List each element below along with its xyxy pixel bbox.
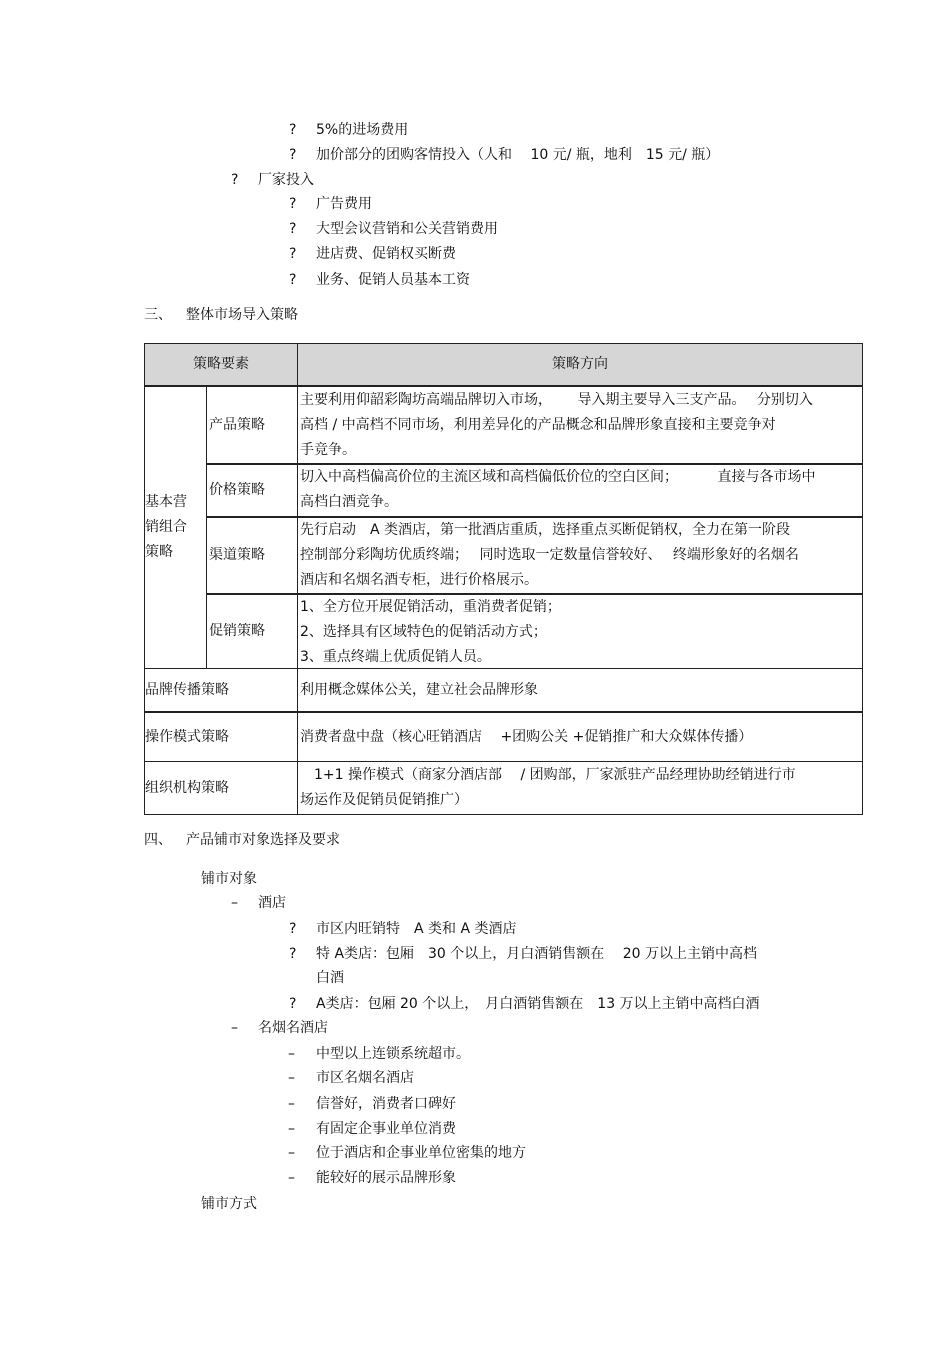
subheading: 铺市方式	[201, 1196, 257, 1212]
table-row-content: 主要利用仰韶彩陶坊高端品牌切入市场， 导入期主要导入三支产品。 分别切入 高档 / 中高档不同市场，利用差异化的产品概念和品牌形象直接和主要竞争对 手竞争。	[297, 386, 863, 465]
list-item: 市区内旺销特 A 类和 A 类酒店	[316, 921, 517, 937]
subheading: 铺市对象	[201, 871, 257, 887]
question-bullet: ?	[231, 172, 239, 188]
group-label: 基本营 销组合 策略	[145, 494, 187, 560]
dash-bullet: –	[288, 1096, 295, 1112]
question-bullet: ?	[289, 196, 297, 212]
table-row-content: 利用概念媒体公关，建立社会品牌形象	[297, 668, 863, 713]
dash-bullet: –	[231, 1020, 238, 1036]
list-item: 有固定企事业单位消费	[316, 1121, 456, 1137]
dash-bullet: –	[288, 1170, 295, 1186]
list-item: 酒店	[258, 895, 286, 911]
list-item: 加价部分的团购客情投入（人和 10 元/ 瓶，地利 15 元/ 瓶）	[316, 147, 720, 163]
dash-bullet: –	[288, 1070, 295, 1086]
question-bullet: ?	[289, 246, 297, 262]
table-row-label: 渠道策略	[206, 517, 298, 595]
question-bullet: ?	[289, 996, 297, 1012]
list-item: 特 A类店：包厢 30 个以上，月白酒销售额在 20 万以上主销中高档	[316, 946, 758, 962]
strategy-table	[144, 343, 863, 815]
list-item: 信誉好，消费者口碑好	[316, 1096, 456, 1112]
table-header-cell: 策略要素	[144, 343, 298, 387]
table-row-label: 品牌传播策略	[144, 668, 298, 713]
table-row-content: 1+1 操作模式（商家分酒店部 / 团购部，厂家派驻产品经理协助经销进行市 场运作及促销员促销推广）	[297, 761, 863, 815]
table-row-label: 组织机构策略	[144, 761, 298, 815]
dash-bullet: –	[288, 1121, 295, 1137]
question-bullet: ?	[289, 122, 297, 138]
group-label-cell	[144, 386, 207, 669]
list-item: 业务、促销人员基本工资	[316, 272, 470, 288]
question-bullet: ?	[289, 921, 297, 937]
list-item: 进店费、促销权买断费	[316, 246, 456, 262]
section-title: 产品铺市对象选择及要求	[186, 832, 340, 848]
question-bullet: ?	[289, 946, 297, 962]
list-item: 能较好的展示品牌形象	[316, 1170, 456, 1186]
section-title: 整体市场导入策略	[186, 307, 298, 323]
list-item: 市区名烟名酒店	[316, 1070, 414, 1086]
table-row-label: 价格策略	[206, 464, 298, 518]
list-item-continuation: 白酒	[316, 970, 344, 986]
table-row-content: 1、全方位开展促销活动，重消费者促销； 2、选择具有区域特色的促销活动方式； 3、重点终端上优质促销人员。	[297, 594, 863, 669]
dash-bullet: –	[288, 1046, 295, 1062]
table-row-label: 操作模式策略	[144, 712, 298, 762]
question-bullet: ?	[289, 221, 297, 237]
section-number: 三、	[144, 307, 172, 323]
dash-bullet: –	[288, 1145, 295, 1161]
list-item: 中型以上连锁系统超市。	[316, 1046, 470, 1062]
question-bullet: ?	[289, 272, 297, 288]
table-row-label: 促销策略	[206, 594, 298, 669]
list-item: 位于酒店和企事业单位密集的地方	[316, 1145, 526, 1161]
table-row-content: 切入中高档偏高价位的主流区域和高档偏低价位的空白区间； 直接与各市场中 高档白酒竞争。	[297, 464, 863, 518]
table-row-content: 先行启动 A 类酒店，第一批酒店重质，选择重点买断促销权，全力在第一阶段 控制部分彩陶坊优质终端； 同时选取一定数量信誉较好、 终端形象好的名烟名 酒店和名烟名酒专柜，进行价格展示。	[297, 517, 863, 595]
table-row-label: 产品策略	[206, 386, 298, 465]
list-item: A类店：包厢 20 个以上， 月白酒销售额在 13 万以上主销中高档白酒	[316, 996, 760, 1012]
list-item: 大型会议营销和公关营销费用	[316, 221, 498, 237]
list-item: 名烟名酒店	[258, 1020, 328, 1036]
question-bullet: ?	[289, 147, 297, 163]
table-header-cell: 策略方向	[297, 343, 863, 387]
list-item: 广告费用	[316, 196, 372, 212]
section-number: 四、	[144, 832, 172, 848]
dash-bullet: –	[231, 895, 238, 911]
list-item: 5%的进场费用	[316, 122, 409, 138]
list-item: 厂家投入	[258, 172, 314, 188]
table-row-content: 消费者盘中盘（核心旺销酒店 +团购公关 +促销推广和大众媒体传播）	[297, 712, 863, 762]
